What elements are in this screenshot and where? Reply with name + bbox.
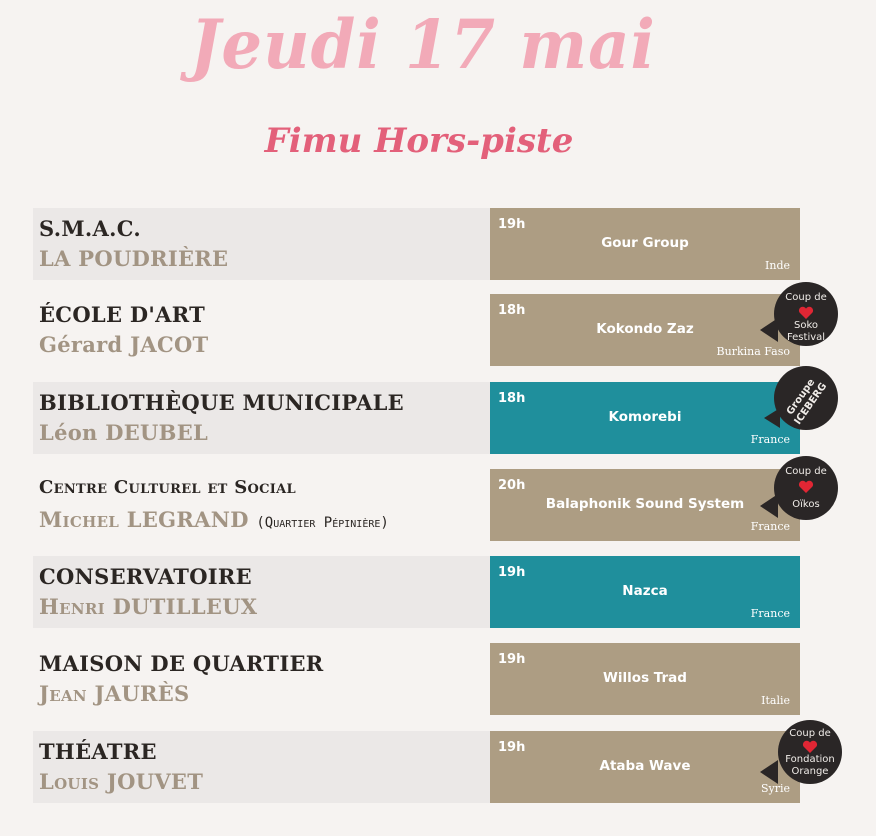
- event-time: 19h: [498, 652, 526, 667]
- venue-name: THÉATRE: [39, 739, 157, 764]
- event-time: 20h: [498, 478, 526, 493]
- badge-bottom-text: Oïkos: [792, 499, 820, 510]
- event-time: 18h: [498, 391, 526, 406]
- band-country: France: [750, 607, 790, 620]
- iceberg-badge: [774, 366, 838, 430]
- schedule-row: [33, 294, 803, 366]
- band-country: France: [750, 520, 790, 533]
- venue-subname: Michel LEGRAND (Quartier Pépinière): [39, 507, 389, 532]
- band-name: Willos Trad: [603, 670, 687, 686]
- event-time: 19h: [498, 740, 526, 755]
- venue-cell: [33, 382, 490, 454]
- heart-icon: [798, 306, 814, 320]
- event-card[interactable]: [490, 382, 800, 454]
- event-card[interactable]: [490, 556, 800, 628]
- venue-subname: Jean JAURÈS: [39, 681, 190, 706]
- venue-cell: [33, 469, 490, 541]
- band-name: Balaphonik Sound System: [545, 496, 745, 512]
- event-card[interactable]: [490, 294, 800, 366]
- badge-top-text: Coup de: [785, 292, 827, 303]
- schedule-row: [33, 556, 803, 628]
- venue-subname: Gérard JACOT: [39, 332, 209, 357]
- badge-pointer: [760, 760, 778, 784]
- band-name: Komorebi: [608, 409, 682, 425]
- venue-cell: [33, 294, 490, 366]
- venue-cell: [33, 643, 490, 715]
- venue-subname: Léon DEUBEL: [39, 420, 209, 445]
- band-name: Kokondo Zaz: [596, 321, 694, 337]
- band-country: Inde: [765, 259, 790, 272]
- event-time: 19h: [498, 217, 526, 232]
- venue-cell: [33, 731, 490, 803]
- band-country: Syrie: [760, 782, 790, 795]
- band-country: France: [750, 433, 790, 446]
- venue-name: BIBLIOTHÈQUE MUNICIPALE: [39, 390, 404, 415]
- venue-cell: [33, 556, 490, 628]
- venue-name: S.M.A.C.: [39, 216, 141, 241]
- venue-subname: Louis JOUVET: [39, 769, 204, 794]
- schedule-row: [33, 643, 803, 715]
- venue-name: MAISON DE QUARTIER: [39, 651, 324, 676]
- band-country: Italie: [761, 694, 790, 707]
- page-subtitle: Fimu Hors-piste: [264, 121, 574, 161]
- event-time: 19h: [498, 565, 526, 580]
- badge-top-text: Groupe ICEBERG: [784, 377, 829, 427]
- schedule-row: [33, 469, 803, 541]
- event-card[interactable]: [490, 208, 800, 280]
- venue-name: CONSERVATOIRE: [39, 564, 252, 589]
- event-time: 18h: [498, 303, 526, 318]
- event-card[interactable]: [490, 731, 800, 803]
- page-title: Jeudi 17 mai: [190, 6, 656, 85]
- coup-de-coeur-badge: [778, 720, 842, 784]
- venue-cell: [33, 208, 490, 280]
- venue-name: Centre Culturel et Social: [39, 477, 296, 498]
- band-name: Nazca: [622, 583, 668, 599]
- venue-name: ÉCOLE D'ART: [39, 302, 206, 327]
- schedule-row: [33, 208, 803, 280]
- schedule-row: [33, 382, 803, 454]
- venue-subname: Henri DUTILLEUX: [39, 594, 258, 619]
- coup-de-coeur-badge: [774, 456, 838, 520]
- coup-de-coeur-badge: [774, 282, 838, 346]
- event-card[interactable]: [490, 469, 800, 541]
- heart-icon: [798, 480, 814, 494]
- badge-bottom-text: Fondation Orange: [785, 754, 835, 777]
- schedule-row: [33, 731, 803, 803]
- badge-top-text: Coup de: [785, 466, 827, 477]
- venue-note: (Quartier Pépinière): [256, 515, 389, 531]
- badge-bottom-text: Soko Festival: [786, 320, 826, 343]
- band-country: Burkina Faso: [716, 345, 790, 358]
- heart-icon: [802, 740, 818, 754]
- band-name: Ataba Wave: [599, 758, 691, 774]
- band-name: Gour Group: [601, 235, 689, 251]
- badge-top-text: Coup de: [789, 728, 831, 739]
- venue-subname: LA POUDRIÈRE: [39, 246, 229, 271]
- event-card[interactable]: [490, 643, 800, 715]
